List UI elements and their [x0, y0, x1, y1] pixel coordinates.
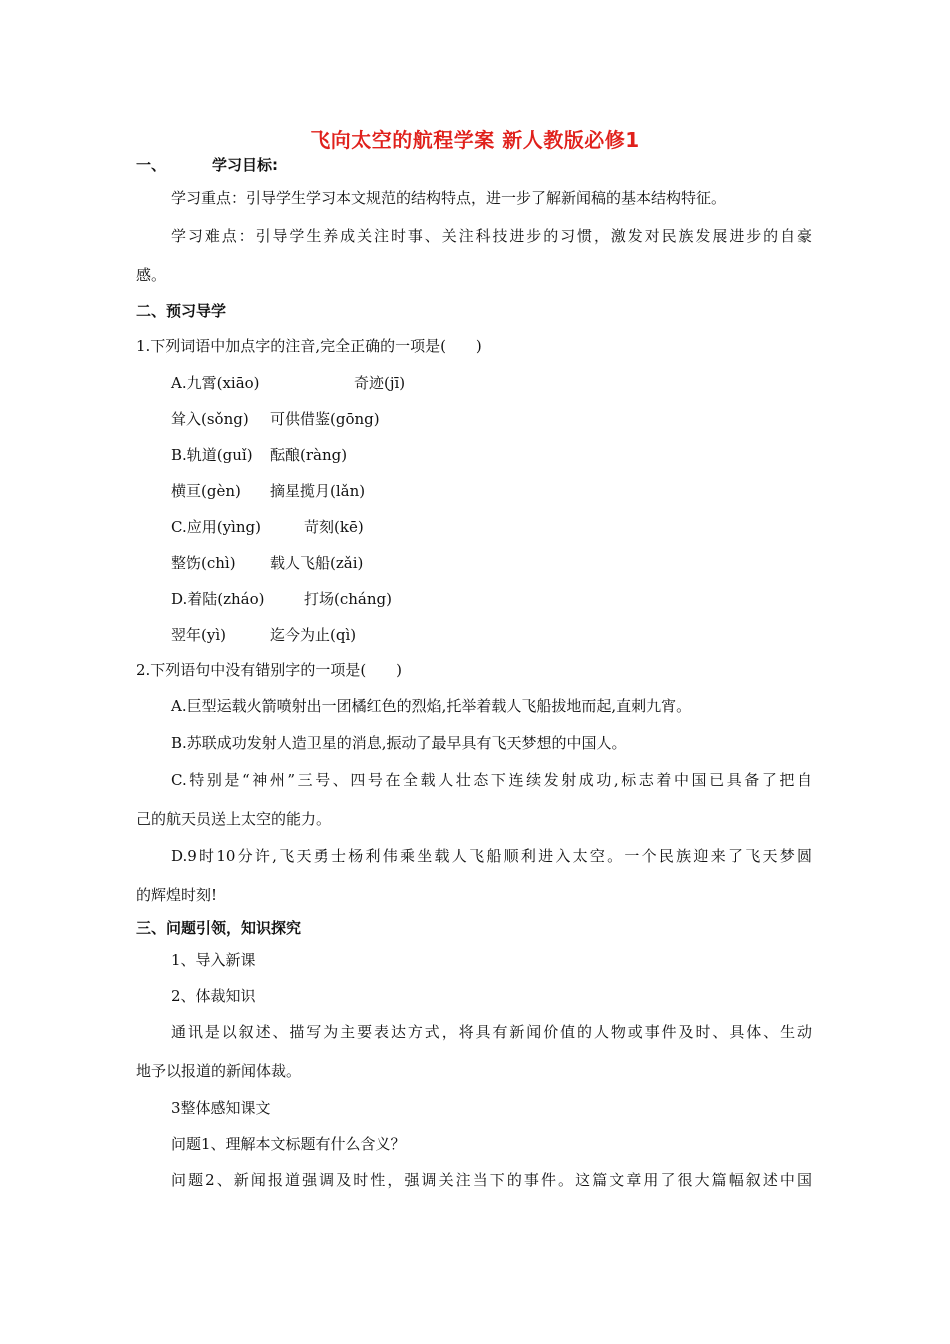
q2-option-d-line2: 的辉煌时刻! [136, 886, 218, 904]
section3-heading: 三、问题引领，知识探究 [136, 919, 302, 937]
section1-number: 一、 [136, 156, 167, 174]
q1-option-a1: A.九霄(xiāo) [171, 374, 260, 392]
question-2-text: 问题2、新闻报道强调及时性，强调关注当下的事件。这篇文章用了很大篇幅叙述中国 [171, 1171, 812, 1189]
section1-heading: 学习目标: [212, 156, 278, 174]
q1-option-d4: 迄今为止(qì) [270, 626, 357, 644]
q1-option-b1: B.轨道(guǐ) [171, 446, 253, 464]
question-1-text: 问题1、理解本文标题有什么含义？ [171, 1135, 406, 1153]
q1-option-d3: 翌年(yì) [171, 626, 226, 644]
q1-option-a3: 耸入(sǒng) [171, 410, 249, 428]
section3-item-intro: 1、导入新课 [171, 951, 256, 969]
q1-option-b4: 摘星揽月(lǎn) [270, 482, 366, 500]
section3-item-overview: 3整体感知课文 [171, 1099, 271, 1117]
q1-option-a2: 奇迹(jī) [354, 374, 406, 392]
q2-option-c-line2: 己的航天员送上太空的能力。 [136, 810, 332, 828]
genre-text-line1: 通讯是以叙述、描写为主要表达方式，将具有新闻价值的人物或事件及时、具体、生动 [171, 1023, 812, 1041]
q1-option-a4: 可供借鉴(gōng) [270, 410, 380, 428]
section3-item-genre: 2、体裁知识 [171, 987, 256, 1005]
q1-option-d2: 打场(cháng) [304, 590, 392, 608]
q2-option-a: A.巨型运载火箭喷射出一团橘红色的烈焰,托举着载人飞船拔地而起,直刺九宵。 [171, 697, 692, 715]
key-point-text: 学习重点：引导学生学习本文规范的结构特点，进一步了解新闻稿的基本结构特征。 [171, 189, 727, 207]
section2-heading: 二、预习导学 [136, 302, 227, 320]
difficulty-text-line2: 感。 [136, 266, 167, 284]
q2-option-c-line1: C.特别是“神州”三号、四号在全载人壮态下连续发射成功,标志着中国已具备了把自 [171, 771, 812, 789]
document-title: 飞向太空的航程学案 新人教版必修1 [310, 128, 640, 152]
q2-option-d-line1: D.9时10分许,飞天勇士杨利伟乘坐载人飞船顺利进入太空。一个民族迎来了飞天梦圆 [171, 847, 812, 865]
genre-text-line2: 地予以报道的新闻体裁。 [136, 1062, 302, 1080]
q1-option-b3: 横亘(gèn) [171, 482, 241, 500]
q1-option-b2: 酝酿(ràng) [270, 446, 348, 464]
q1-option-c4: 载人飞船(zǎi) [270, 554, 364, 572]
question2-stem: 2.下列语句中没有错别字的一项是( ) [136, 661, 403, 679]
question1-stem: 1.下列词语中加点字的注音,完全正确的一项是( ) [136, 337, 482, 355]
difficulty-text-line1: 学习难点：引导学生养成关注时事、关注科技进步的习惯，激发对民族发展进步的自豪 [171, 227, 812, 245]
q2-option-b: B.苏联成功发射人造卫星的消息,振动了最早具有飞天梦想的中国人。 [171, 734, 627, 752]
q1-option-d1: D.着陆(zháo) [171, 590, 265, 608]
q1-option-c2: 苛刻(kē) [304, 518, 364, 536]
q1-option-c1: C.应用(yìng) [171, 518, 261, 536]
q1-option-c3: 整饬(chì) [171, 554, 236, 572]
